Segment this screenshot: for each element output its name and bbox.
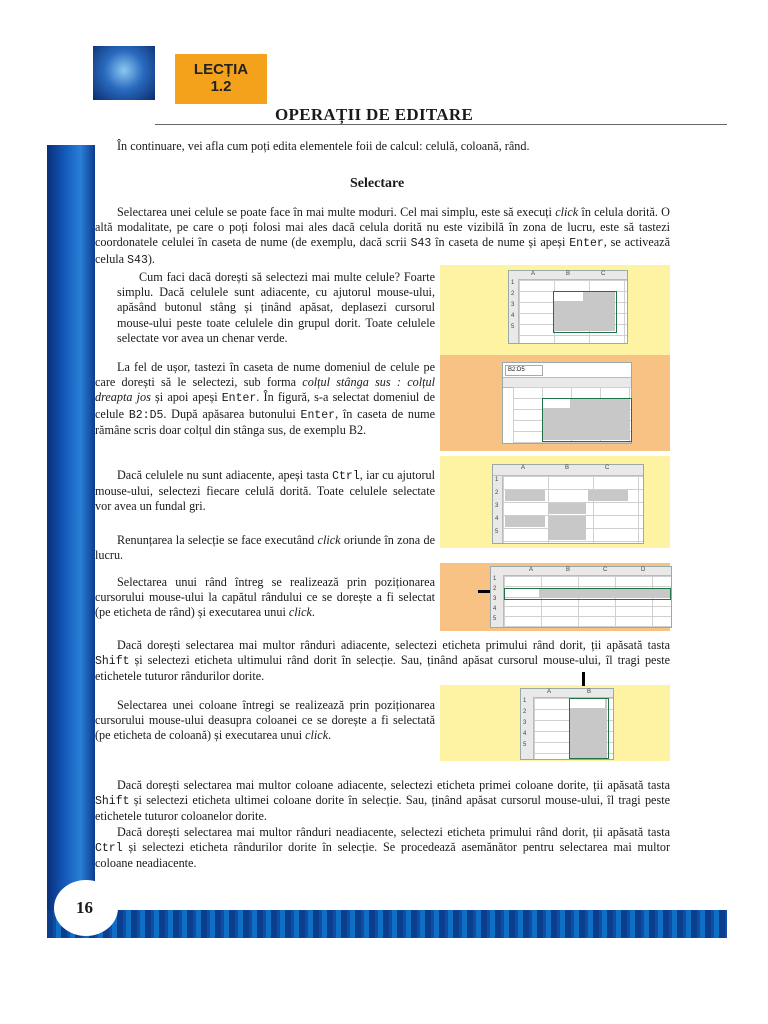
spreadsheet-figure-5: A B 1 2 3 4 5 (520, 688, 614, 760)
row-label: 5 (493, 616, 497, 622)
sidebar-decoration (47, 145, 95, 935)
row-label: 4 (495, 516, 499, 522)
row-label: 2 (523, 709, 527, 715)
arrow-right-icon (478, 590, 490, 593)
lesson-label: LECȚIA (193, 61, 249, 78)
row-label: 2 (511, 291, 515, 297)
section-heading: Selectare (350, 176, 405, 191)
row-label: 4 (511, 313, 515, 319)
paragraph-10: Dacă dorești selectarea mai multor rânduri neadiacente, selectezi eticheta primului rând dorit, ții apăsată tasta Ctrl și selectezi eticheta rândurilor dorite în selecție. Se procedează asemănător pentru selectarea mai multor coloane neadiacente. (95, 825, 670, 871)
name-box: B2:D5 (505, 365, 543, 376)
paragraph-4: Dacă celulele nu sunt adiacente, apeși tasta Ctrl, iar cu ajutorul mouse-ului, selectezi fiecare celulă dorită. Toate celulele selectate vor avea un fundal gri. (95, 468, 435, 514)
row-label: 3 (523, 720, 527, 726)
spreadsheet-figure-4: A B C D 1 2 3 4 5 (490, 566, 672, 628)
spreadsheet-figure-2 (502, 362, 632, 444)
logo-image (93, 46, 155, 100)
intro-paragraph: În continuare, vei afla cum poți edita elementele foii de calcul: celulă, coloană, rând. (117, 139, 530, 153)
row-label: 3 (511, 302, 515, 308)
row-label: 3 (495, 503, 499, 509)
row-label: 1 (493, 576, 497, 582)
spreadsheet-figure-3: A B C 1 2 3 4 5 (492, 464, 644, 544)
paragraph-2: Cum faci dacă dorești să selectezi mai multe celule? Foarte simplu. Dacă celulele sunt adiacente, cu ajutorul mouse-ului, apăsând butonul stâng și ținând apăsat, deplasezi cursorul mouse-ului peste toate celulele din grupul dorit. Toate celulele selectate vor avea un chenar verde. (117, 270, 435, 345)
lesson-number: 1.2 (210, 78, 232, 95)
row-label: 2 (493, 586, 497, 592)
row-label: 4 (523, 731, 527, 737)
paragraph-5: Renunțarea la selecție se face executând click oriunde în zona de lucru. (95, 533, 436, 563)
spreadsheet-figure-1: A B C 1 2 3 4 5 (508, 270, 628, 344)
lesson-badge (175, 54, 267, 104)
paragraph-8: Selectarea unei coloane întregi se realizează prin poziționarea cursorului mouse-ului deasupra coloanei ce se dorește a fi selectată (pe eticheta de coloană) și executarea unui click. (95, 698, 435, 743)
footer-bar (47, 910, 727, 938)
row-label: 3 (493, 596, 497, 602)
row-label: 5 (523, 742, 527, 748)
paragraph-6: Selectarea unui rând întreg se realizează prin poziționarea cursorului mouse-ului la capătul rândului ce se dorește a fi selectat (pe eticheta de rând) și executarea unui click. (95, 575, 435, 620)
paragraph-7: Dacă dorești selectarea mai multor rânduri adiacente, selectezi eticheta primului rând dorit, ții apăsată tasta Shift și selectezi eticheta ultimului rând dorit în selecție. Sau, ținând apăsat cursorul mouse-ului, îl tragi peste etichetele tuturor rândurilor dorite. (95, 638, 670, 684)
row-label: 2 (495, 490, 499, 496)
page-title: OPERAȚII DE EDITARE (275, 105, 474, 124)
row-label: 1 (511, 280, 515, 286)
row-label: 5 (495, 529, 499, 535)
row-label: 4 (493, 606, 497, 612)
paragraph-1: Selectarea unei celule se poate face în mai multe moduri. Cel mai simplu, este să execuți click în celula dorită. O altă modalitate, pe care o poți folosi mai ales dacă celula dorită nu este vizibilă în zona de lucru, este să tastezi coordonatele celulei în caseta de nume (de exemplu, dacă scrii S43 în caseta de nume și apeși Enter, se activează celula S43). (95, 205, 670, 267)
row-label: 1 (495, 477, 499, 483)
page-number: 16 (54, 880, 118, 936)
row-label: 5 (511, 324, 515, 330)
row-label: 1 (523, 698, 527, 704)
paragraph-9: Dacă dorești selectarea mai multor coloane adiacente, selectezi eticheta primei coloane dorite, ții apăsată tasta Shift și selectezi eticheta ultimei coloane dorite în selecție. Sau, ținând apăsat cursorul mouse-ului, îl tragi peste etichetele tuturor coloanelor dorite. (95, 778, 670, 824)
arrow-down-icon (582, 672, 585, 686)
paragraph-3: La fel de ușor, tastezi în caseta de nume domeniul de celule pe care dorești să le selectezi, sub forma colțul stânga sus : colțul dreapta jos și apoi apeși Enter. În figură, s-a selectat domeniul de celule B2:D5. După apăsarea butonului Enter, în caseta de nume rămâne scris doar colțul din stânga sus, de exemplu B2. (95, 360, 436, 437)
title-underline (155, 124, 727, 125)
